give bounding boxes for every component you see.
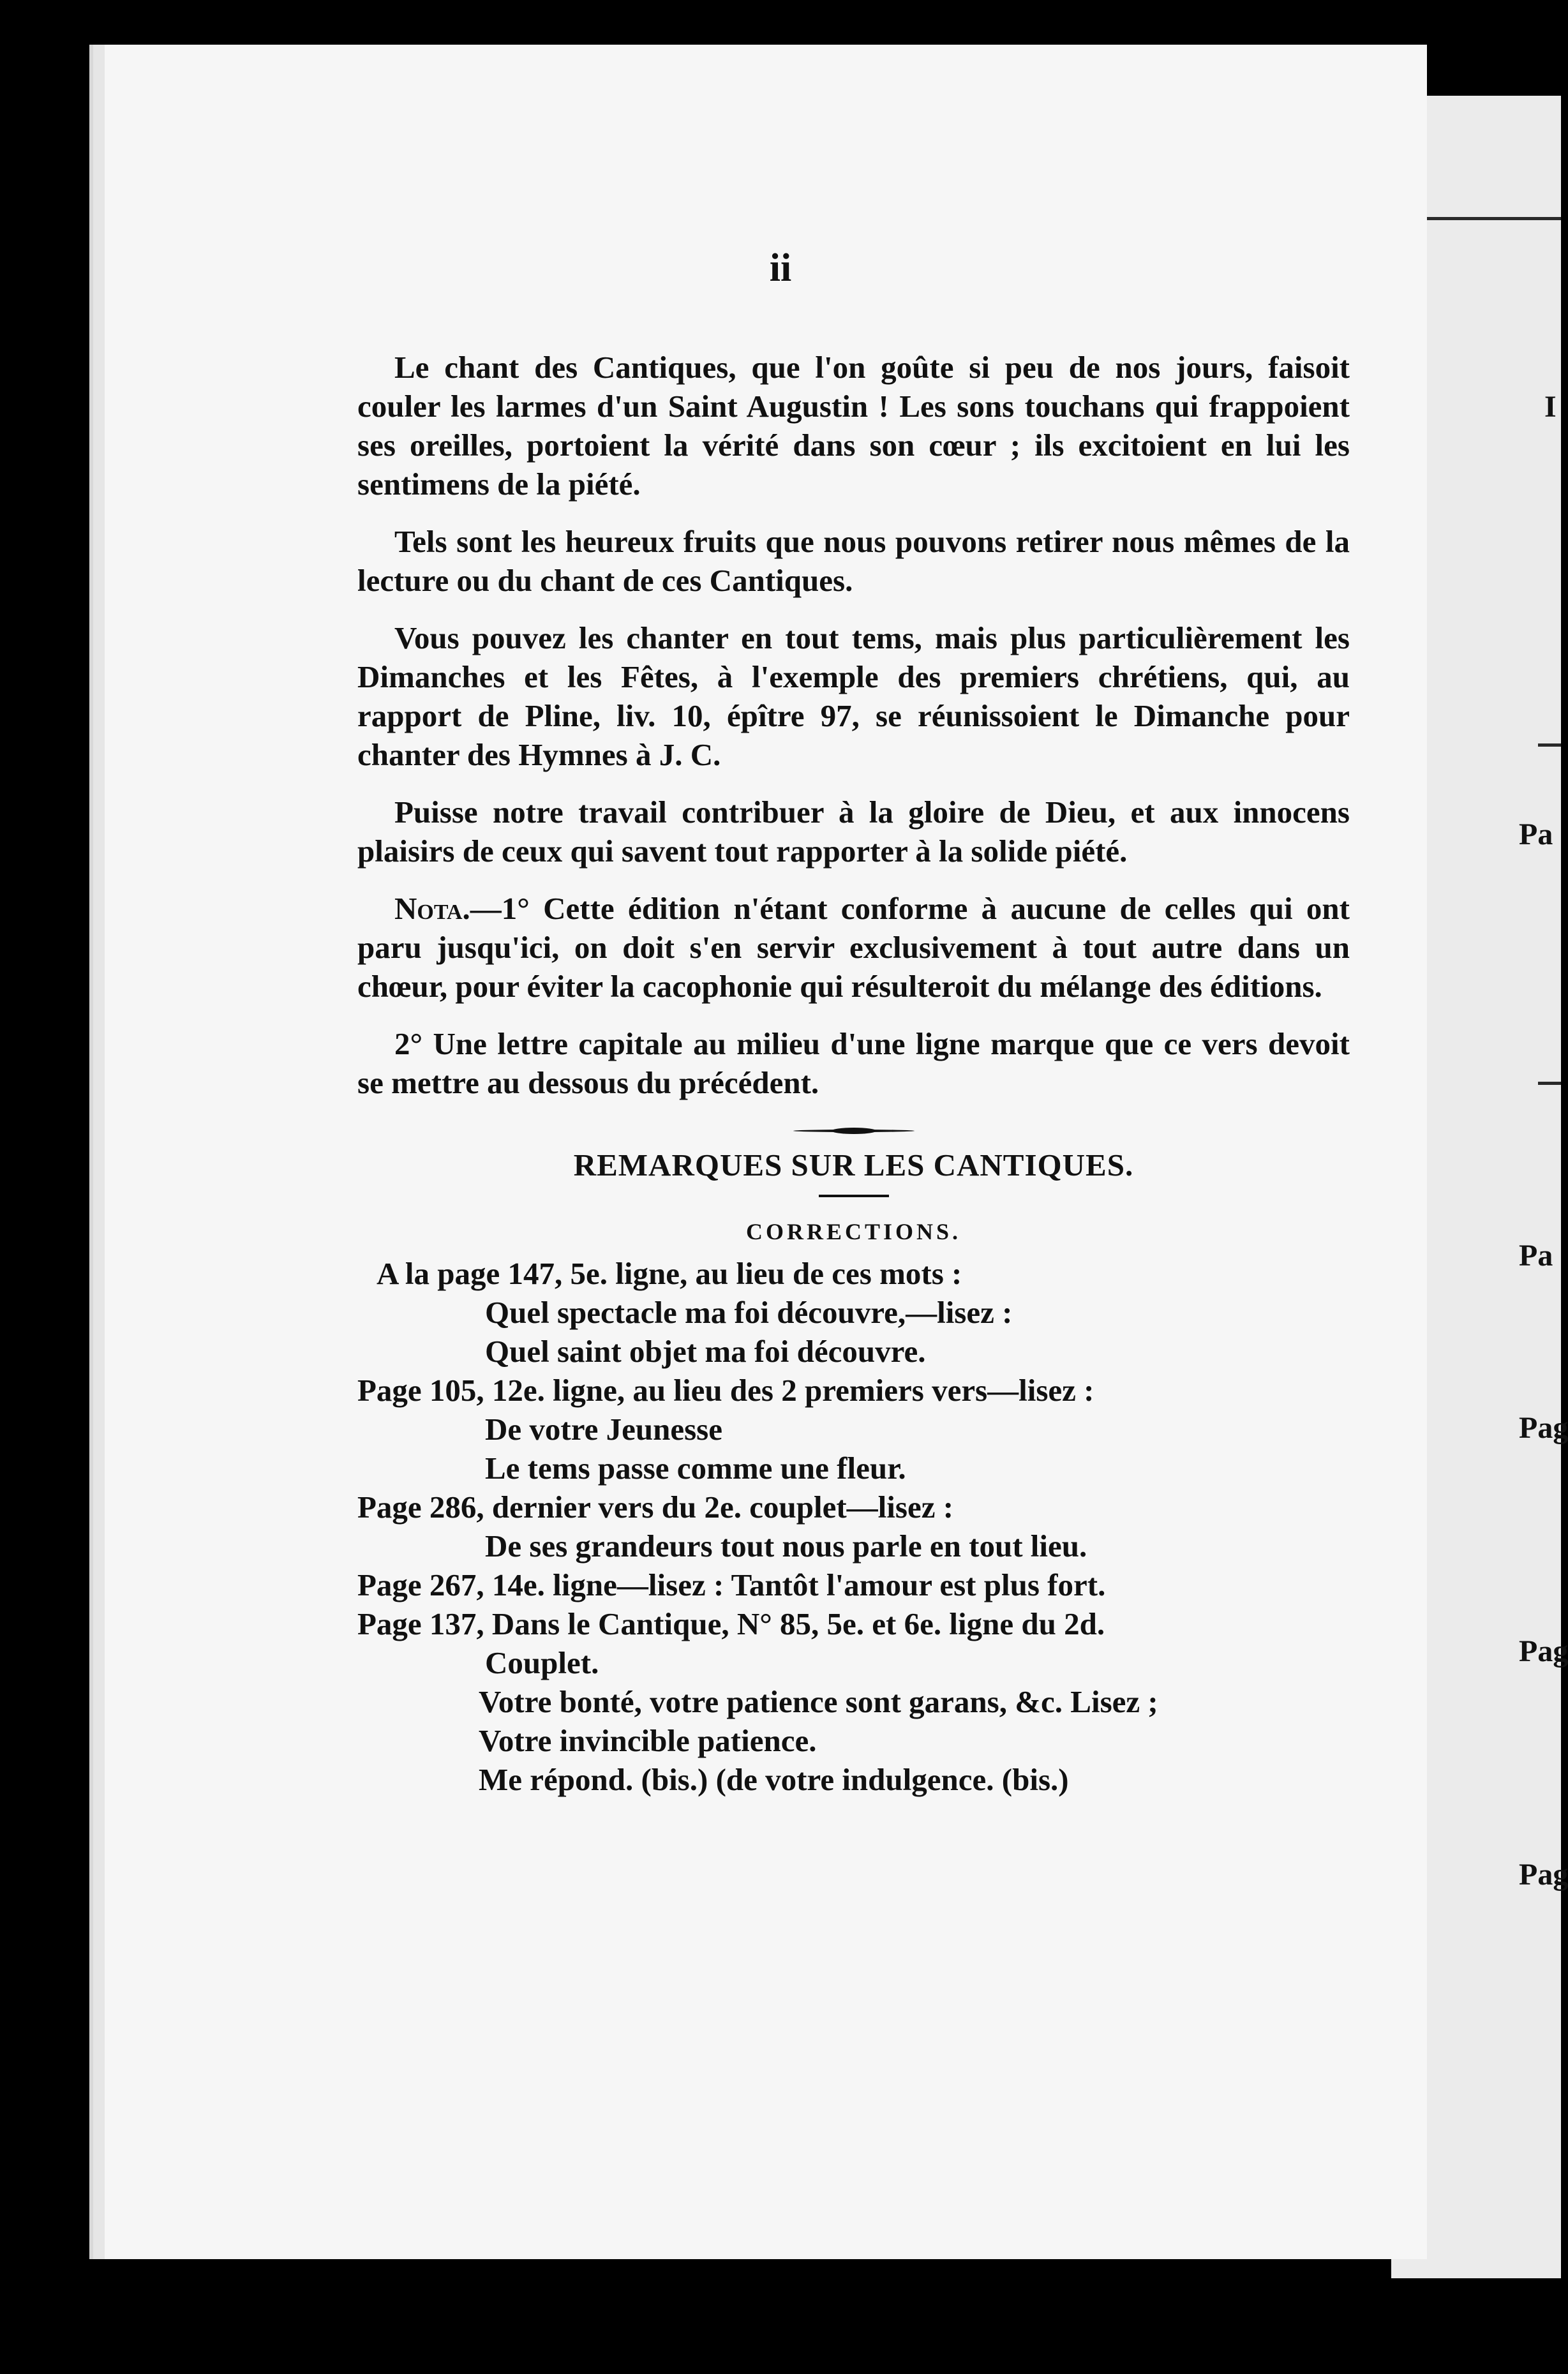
corrections-title: CORRECTIONS. (745, 1219, 962, 1244)
paragraph: Puisse notre travail contribuer à la gloire de Dieu, et aux innocens plaisirs de ceux qui savent tout rapporter à la solide piété. (357, 795, 1350, 869)
paragraph: Tels sont les heureux fruits que nous pouvons retirer nous mêmes de la lecture ou du chant de ces Cantiques. (357, 524, 1350, 598)
remarks-title: REMARQUES SUR LES CANTIQUES. (573, 1147, 1134, 1183)
correction-line: Page 105, 12e. ligne, au lieu des 2 premiers vers—lisez : (357, 1373, 1094, 1408)
correction-line: A la page 147, 5e. ligne, au lieu de ces mots : (377, 1256, 962, 1291)
corrections-list (357, 1254, 1350, 1799)
facing-rule (1538, 1082, 1561, 1085)
correction-line: De votre Jeunesse (485, 1412, 722, 1447)
ornamental-divider (793, 1128, 915, 1134)
paragraph: Vous pouvez les chanter en tout tems, mais plus particulièrement les Dimanches et les Fêtes, à l'exemple des premiers chrétiens, qui, au rapport de Pline, liv. 10, épître 97, se réunissoient le Dimanche pour chanter des Hymnes à J. C. (357, 620, 1350, 772)
facing-fragment: I (1544, 390, 1557, 424)
page-text (357, 348, 1350, 1799)
correction-line: Couplet. (485, 1645, 599, 1680)
facing-fragment: Pag (1519, 1411, 1568, 1445)
correction-line: Quel saint objet ma foi découvre. (485, 1334, 926, 1369)
page-number: ii (769, 246, 792, 290)
correction-line: Votre bonté, votre patience sont garans, &c. Lisez ; (479, 1684, 1158, 1719)
nota-label: Nota. (394, 891, 470, 926)
facing-fragment: Pa (1519, 1239, 1553, 1273)
nota-paragraph (357, 889, 1350, 1006)
correction-line: Me répond. (bis.) (de votre indulgence. (bis.) (479, 1762, 1069, 1797)
correction-line: Votre invincible patience. (479, 1723, 817, 1758)
correction-line: Page 267, 14e. ligne—lisez : Tantôt l'amour est plus fort. (357, 1567, 1106, 1602)
nota-text: —1° Cette édition n'étant conforme à aucune de celles qui ont paru jusqu'ici, on doit s'en servir exclusivement à tout autre dans un chœur, pour éviter la cacophonie qui résulteroit du mélange des éditions. (357, 891, 1350, 1004)
facing-fragment: Pag (1519, 1634, 1568, 1668)
short-rule (819, 1195, 889, 1197)
correction-line: De ses grandeurs tout nous parle en tout lieu. (485, 1528, 1087, 1564)
correction-line: Quel spectacle ma foi découvre,—lisez : (485, 1295, 1013, 1330)
correction-line: Le tems passe comme une fleur. (485, 1451, 906, 1486)
facing-fragment: Pa (1519, 817, 1553, 851)
nota-2-paragraph: 2° Une lettre capitale au milieu d'une ligne marque que ce vers devoit se mettre au dessous du précédent. (357, 1026, 1350, 1100)
facing-rule (1538, 743, 1561, 747)
correction-line: Page 286, dernier vers du 2e. couplet—lisez : (357, 1489, 954, 1525)
paragraph: Le chant des Cantiques, que l'on goûte si peu de nos jours, faisoit couler les larmes d'un Saint Augustin ! Les sons touchans qui frappoient ses oreilles, portoient la vérité dans son cœur ; ils excitoient en lui les sentimens de la piété. (357, 350, 1350, 502)
correction-line: Page 137, Dans le Cantique, N° 85, 5e. et 6e. ligne du 2d. (357, 1606, 1105, 1641)
facing-fragment: Pag (1519, 1858, 1568, 1892)
